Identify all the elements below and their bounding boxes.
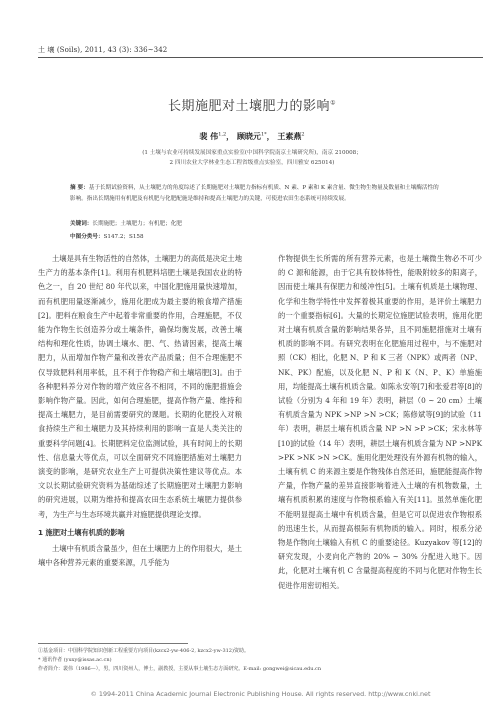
- author-1-aff: 1,2: [218, 131, 227, 138]
- footnote-funding: ①基金项目：中国科学院知识创新工程重要方向项目(kzcx2-yw-406-2, kzcx2-yw-312)资助。: [38, 648, 249, 654]
- author-1: 裴 伟: [199, 131, 219, 141]
- footnote-corresponding: * 通讯作者 (yuxy@issas.ac.cn): [38, 657, 112, 663]
- journal-header: 土 壤 (Soils), 2011, 43 (3): 336~342: [38, 46, 168, 54]
- copyright-footer: © 1994-2011 China Academic Journal Electronic Publishing House. All rights reserved. http://www.cnki.net: [90, 690, 431, 698]
- clc-text: S147.2；S158: [103, 234, 144, 240]
- intro-paragraph: 土壤是具有生物活性的自然体，土壤肥力的高低是决定土地生产力的基本条件[1]。利用有机肥料培肥土壤是我国农业的特色之一，自 20 世纪 80 年代以来，中国化肥施用量快速增加，而有机肥用量逐渐减少，施用化肥成为最主要的粮食增产措施[2]。肥料在粮食生产中起着非常重要的作用，合理施肥，不仅能为作物生长创造养分或土壤条件，确保均衡发展，改善土壤结构和理化性质，协调土壤水、肥、气、热请因素，提高土壤肥力，从而增加作物产量和改善农产品质量；但不合理施肥不仅导致肥料利用率低，且不利于作物稳产和土壤培肥[3]。由于各种肥料养分对作物的增产效应各不相同，不同的施肥措施会影响作物产量。因此，如何合理施肥，提高作物产量、维持和提高土壤肥力，是目前需要研究的课题。长期的化肥投入对粮食持续生产和土壤肥力及其持续利用的影响一直是人类关注的重要科学问题[4]。长期肥料定位监测试验，具有时间上的长期性、信息量大等优点，可以全面研究不同施肥措施对土壤肥力演变的影响，是研究农业生产上可提供决策性建议等优点。本文以长期试验研究资料为基础综述了长期施肥对土壤肥力影响的研究进展，以期为维持和提高农田生态系统土壤肥力提供参考，为生产与生态环境共赢并对施肥提供理论支撑。: [38, 254, 242, 519]
- affiliation-1: (1 土壤与农业可持续发展国家重点实验室(中国科学院南京土壤研究所)，南京 210008；: [142, 150, 362, 156]
- keywords: [70, 219, 182, 227]
- section-1-paragraph: 土壤中有机质含量虽少，但在土壤肥力上的作用很大，是土壤中各种营养元素的重要来源，几乎能为: [38, 544, 242, 568]
- footnote-rule: [38, 643, 188, 644]
- right-column: [278, 252, 482, 593]
- abstract-text: 基于长期试验资料，从土壤肥力的角度综述了长期施肥对土壤肥力指标有机质、N 素、P 素和 K 素含量、微生物生物量及数量和土壤酶活性的影响。指出长期施用有机肥及有机肥与化肥配施是维持和提高土壤肥力的关键，可使进农田生态系统可持续发展。: [70, 185, 439, 202]
- author-2: 顾晓元: [236, 131, 261, 141]
- keywords-text: 长期施肥；土壤肥力；有机肥；化肥: [92, 221, 182, 227]
- clc-number: [70, 232, 144, 240]
- author-list: 裴 伟$^{1,2}$， 顾晓元$^{1*}$， 王素燕$^2$: [199, 131, 305, 141]
- author-3: 王素燕: [277, 131, 302, 141]
- footnote-author-bio: 作者简介：裴伟（1986—），男，四川资州人，博士，副教授，主要从事土壤生态方面研究。E-mail: gongwei@sicau.edu.cn: [38, 666, 322, 672]
- abstract-label: 摘 要：: [70, 185, 89, 191]
- title-note: ①: [330, 99, 336, 107]
- author-3-aff: 2: [301, 131, 305, 138]
- header-rule: [38, 57, 483, 58]
- left-column: [38, 252, 242, 570]
- title-text: 长期施肥对土壤肥力的影响: [168, 99, 331, 114]
- affiliation-2: 2 四川农业大学林业生态工程省级重点实验室，四川雅安 625014): [169, 160, 335, 166]
- organic-matter-paragraph: 作物提供生长所需的所有营养元素，也是土壤微生物必不可少的 C 源和能源，由于它具有胶体特性，能吸附较多的阳离子，因而使土壤具有保肥力和缓冲性[5]。土壤有机质是土壤物理、化学和生物学特性中发挥着极其重要的作用，是评价土壤肥力的一个重要指标[6]。大量的长期定位施肥试验表明，施用化肥对土壤有机质含量的影响结果各异，且不同施肥措施对土壤有机质的影响不同。有研究表明在化肥施用过程中，与不施肥对照（CK）相比，化肥 N、P 和 K 三者（NPK）或两者（NP、NK、PK）配施，以及化肥 N、P 和 K（N、P、K）单施施用，均能提高土壤有机质含量。如陈永安等[7]和张爱君等[8]的试验（分别为 4 年和 19 年）表明，耕层（0 ~ 20 cm）土壤有机质含量为 NPK >NP >N >CK；陈修斌等[9]的试验（11 年）表明，耕层土壤有机质含量 NP >N >P >CK；宋永林等[10]的试验（14 年）表明，耕层土壤有机质含量为 NP >NPK >PK >NK >N >CK。施用化肥处理没有外源有机物的输入，土壤有机 C 的来源主要是作物残体自然还田，施肥能提高作物产量，作物产量的差异直接影响着进入土壤的有机物数量，土壤有机质积累的速度与作物根系输入有关[11]。虽然单施化肥不能明显提高土壤中有机质含量，但是它可以促进农作物根系的迅速生长，从而提高根际有机物质的输入。同时，根系分泌物是作物向土壤输入有机 C 的重要途径。Kuzyakov 等[12]的研究发现，小麦向化产物的 20% ~ 30% 分配进入地下。因此，化肥对土壤有机 C 含量提高程度的不同与化肥对作物生长促进作用密切相关。: [278, 254, 483, 590]
- author-2-aff: 1*: [260, 131, 267, 138]
- clc-label: 中图分类号：: [70, 234, 104, 240]
- paper-title: [0, 95, 504, 114]
- section-1-heading: 1 施肥对土壤有机质的影响: [38, 527, 125, 537]
- keywords-label: 关键词：: [70, 221, 93, 227]
- abstract: [70, 183, 440, 204]
